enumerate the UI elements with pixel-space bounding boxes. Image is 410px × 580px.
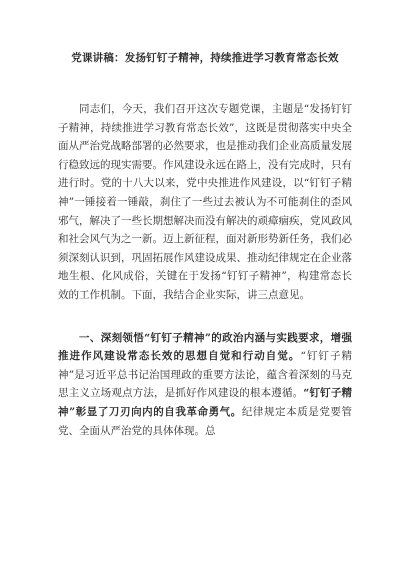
- section-1-paragraph: [58, 329, 352, 441]
- section-1-text-b: 纪律规定本质是党要管党、全面从严治党的具体体现。总: [58, 405, 353, 437]
- intro-paragraph: 同志们，今天，我们召开这次专题党课，主题是“发扬钉钉子精神，持续推进学习教育常态长效”，这既是贯彻落实中央全面从严治党战略部署的必然要求，也是推动我们企业高质量发展行稳致远的现实需要。作风建设永远在路上，没有完成时，只有进行时。党的十八大以来，党中央推进作风建设，以“钉钉子精神”一锤接着一锤敲，刹住了一些过去被认为不可能刹住的歪风邪气，解决了一些长期想解决而没有解决的顽瘴痼疾，党风政风和社会风气为之一新。迈上新征程，面对新形势新任务，我们必须深刻认识到，巩固拓展作风建设成果、推动纪律规定在企业落地生根、化风成俗，关键在于发扬“钉钉子精神”，构建常态长效的工作机制。下面，我结合企业实际，讲三点意见。: [58, 103, 352, 301]
- document-title: 党课讲稿：发扬钉钉子精神，持续推进学习教育常态长效: [71, 52, 339, 64]
- section-1-text-a: “钉钉子精神”是习近平总书记治国理政的重要方法论，蕴含着深刻的马克思主义立场观点方法，是抓好作风建设的根本遵循。: [58, 350, 353, 400]
- section-1-heading: 一、深刻领悟“钉钉子精神”的政治内涵与实践要求，增强推进作风建设常态长效的思想自觉和行动自觉。: [58, 331, 352, 363]
- section-1-bold-sentence: “钉钉子精神”彰显了刀刃向内的自我革命勇气。: [58, 387, 352, 418]
